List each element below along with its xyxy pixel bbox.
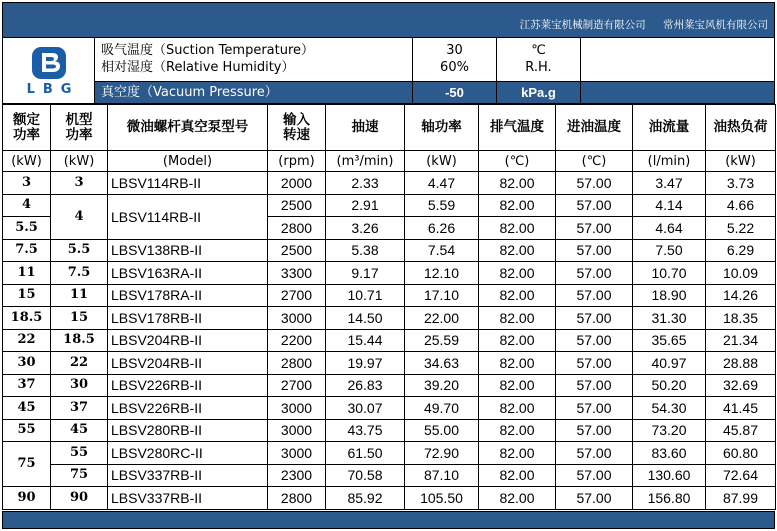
speed-cell: 3000 (268, 307, 326, 330)
table-row (3, 374, 776, 397)
suction-temperature-label: 吸气温度（Suction Temperature） (101, 43, 315, 58)
motor-power-cell: 45 (51, 419, 108, 442)
pumping-speed-cell: 2.33 (326, 172, 405, 195)
discharge-temp-cell: 82.00 (479, 284, 556, 307)
model-cell: LBSV280RB-II (108, 419, 268, 442)
rated-power-cell: 11 (3, 262, 51, 285)
speed-cell: 2500 (268, 239, 326, 262)
company-name-2: 常州莱宝风机有限公司 (663, 19, 768, 31)
speed-cell: 2700 (268, 374, 326, 397)
oil-inlet-temp-cell: 57.00 (556, 487, 633, 510)
table-row (3, 397, 776, 420)
column-title-text: 输入 (283, 111, 310, 128)
table-row (3, 239, 776, 262)
column-header-9 (706, 105, 776, 151)
table-row (3, 262, 776, 285)
logo (3, 38, 95, 103)
pump-spec-table (2, 104, 776, 510)
speed-cell: 2800 (268, 217, 326, 240)
pumping-speed-cell: 19.97 (326, 352, 405, 375)
table-row (3, 419, 776, 442)
column-unit-9: (kW) (706, 151, 776, 172)
column-unit-2: (Model) (108, 151, 268, 172)
relative-humidity-unit: R.H. (525, 60, 552, 75)
oil-flow-cell: 4.64 (633, 217, 706, 240)
pumping-speed-cell: 26.83 (326, 374, 405, 397)
oil-inlet-temp-cell: 57.00 (556, 262, 633, 285)
oil-heat-load-cell: 45.87 (706, 419, 776, 442)
discharge-temp-cell: 82.00 (479, 352, 556, 375)
oil-inlet-temp-cell: 57.00 (556, 374, 633, 397)
pumping-speed-cell: 14.50 (326, 307, 405, 330)
motor-power-cell: 22 (51, 352, 108, 375)
oil-heat-load-cell: 14.26 (706, 284, 776, 307)
speed-cell: 2300 (268, 464, 326, 487)
suction-temperature-value: 30 (446, 43, 463, 58)
oil-inlet-temp-cell: 57.00 (556, 307, 633, 330)
column-title-text: 抽速 (351, 119, 379, 135)
shaft-power-cell: 55.00 (405, 419, 479, 442)
speed-cell: 2000 (268, 172, 326, 195)
spec-sheet (2, 2, 775, 529)
speed-cell: 2800 (268, 352, 326, 375)
oil-inlet-temp-cell: 57.00 (556, 419, 633, 442)
motor-power-cell: 11 (51, 284, 108, 307)
motor-power-cell: 15 (51, 307, 108, 330)
speed-cell: 2500 (268, 194, 326, 217)
motor-power-cell: 75 (51, 464, 108, 487)
oil-heat-load-cell: 6.29 (706, 239, 776, 262)
column-title-text: 排气温度 (490, 119, 544, 135)
oil-flow-cell: 10.70 (633, 262, 706, 285)
oil-inlet-temp-cell: 57.00 (556, 397, 633, 420)
rated-power-cell: 37 (3, 374, 51, 397)
oil-heat-load-cell: 60.80 (706, 442, 776, 465)
shaft-power-cell: 22.00 (405, 307, 479, 330)
column-header-5 (405, 105, 479, 151)
pumping-speed-cell: 9.17 (326, 262, 405, 285)
table-row (3, 487, 776, 510)
motor-power-cell: 3 (51, 172, 108, 195)
model-cell: LBSV337RB-II (108, 487, 268, 510)
oil-heat-load-cell: 3.73 (706, 172, 776, 195)
model-cell: LBSV226RB-II (108, 397, 268, 420)
pumping-speed-cell: 61.50 (326, 442, 405, 465)
discharge-temp-cell: 82.00 (479, 217, 556, 240)
motor-power-cell: 18.5 (51, 329, 108, 352)
motor-power-cell: 55 (51, 442, 108, 465)
pumping-speed-cell: 3.26 (326, 217, 405, 240)
oil-heat-load-cell: 4.66 (706, 194, 776, 217)
column-header-8 (633, 105, 706, 151)
column-unit-7: (℃) (556, 151, 633, 172)
column-title-text: 功率 (65, 126, 93, 143)
column-title-text: 机型 (65, 111, 93, 128)
oil-flow-cell: 40.97 (633, 352, 706, 375)
suction-temperature-unit: ℃ (531, 43, 546, 58)
motor-power-cell: 4 (51, 194, 108, 239)
discharge-temp-cell: 82.00 (479, 329, 556, 352)
model-cell: LBSV163RA-II (108, 262, 268, 285)
discharge-temp-cell: 82.00 (479, 172, 556, 195)
discharge-temp-cell: 82.00 (479, 397, 556, 420)
shaft-power-cell: 4.47 (405, 172, 479, 195)
column-title-text: 轴功率 (421, 119, 462, 135)
table-row (3, 194, 776, 217)
oil-flow-cell: 31.30 (633, 307, 706, 330)
motor-power-cell: 5.5 (51, 239, 108, 262)
rated-power-cell: 7.5 (3, 239, 51, 262)
rated-power-cell: 75 (3, 442, 51, 487)
model-cell: LBSV226RB-II (108, 374, 268, 397)
oil-heat-load-cell: 5.22 (706, 217, 776, 240)
oil-flow-cell: 7.50 (633, 239, 706, 262)
discharge-temp-cell: 82.00 (479, 194, 556, 217)
rated-power-cell: 30 (3, 352, 51, 375)
column-title-text: 功率 (13, 126, 40, 143)
oil-inlet-temp-cell: 57.00 (556, 217, 633, 240)
speed-cell: 2800 (268, 487, 326, 510)
column-header-7 (556, 105, 633, 151)
model-cell: LBSV114RB-II (108, 194, 268, 239)
discharge-temp-cell: 82.00 (479, 464, 556, 487)
shaft-power-cell: 5.59 (405, 194, 479, 217)
column-header-4 (326, 105, 405, 151)
shaft-power-cell: 72.90 (405, 442, 479, 465)
oil-heat-load-cell: 72.64 (706, 464, 776, 487)
column-unit-3: (rpm) (268, 151, 326, 172)
oil-heat-load-cell: 87.99 (706, 487, 776, 510)
model-cell: LBSV178RB-II (108, 307, 268, 330)
pumping-speed-cell: 43.75 (326, 419, 405, 442)
pumping-speed-cell: 85.92 (326, 487, 405, 510)
shaft-power-cell: 17.10 (405, 284, 479, 307)
model-cell: LBSV138RB-II (108, 239, 268, 262)
shaft-power-cell: 87.10 (405, 464, 479, 487)
oil-inlet-temp-cell: 57.00 (556, 442, 633, 465)
rated-power-cell: 90 (3, 487, 51, 510)
rated-power-cell: 18.5 (3, 307, 51, 330)
shaft-power-cell: 39.20 (405, 374, 479, 397)
pumping-speed-cell: 2.91 (326, 194, 405, 217)
pumping-speed-cell: 70.58 (326, 464, 405, 487)
table-row (3, 464, 776, 487)
oil-inlet-temp-cell: 57.00 (556, 464, 633, 487)
model-cell: LBSV204RB-II (108, 352, 268, 375)
discharge-temp-cell: 82.00 (479, 442, 556, 465)
discharge-temp-cell: 82.00 (479, 374, 556, 397)
oil-flow-cell: 73.20 (633, 419, 706, 442)
discharge-temp-cell: 82.00 (479, 487, 556, 510)
discharge-temp-cell: 82.00 (479, 307, 556, 330)
discharge-temp-cell: 82.00 (479, 239, 556, 262)
oil-heat-load-cell: 10.09 (706, 262, 776, 285)
oil-flow-cell: 54.30 (633, 397, 706, 420)
oil-heat-load-cell: 28.88 (706, 352, 776, 375)
pumping-speed-cell: 15.44 (326, 329, 405, 352)
vacuum-pressure-unit: kPa.g (497, 82, 581, 103)
table-row (3, 284, 776, 307)
discharge-temp-cell: 82.00 (479, 419, 556, 442)
oil-inlet-temp-cell: 57.00 (556, 172, 633, 195)
table-row (3, 172, 776, 195)
column-header-2 (108, 105, 268, 151)
logo-text: LBG (26, 82, 80, 97)
oil-inlet-temp-cell: 57.00 (556, 284, 633, 307)
table-row (3, 352, 776, 375)
oil-inlet-temp-cell: 57.00 (556, 329, 633, 352)
rated-power-cell: 15 (3, 284, 51, 307)
motor-power-cell: 30 (51, 374, 108, 397)
column-header-6 (479, 105, 556, 151)
oil-flow-cell: 130.60 (633, 464, 706, 487)
rated-power-cell: 55 (3, 419, 51, 442)
motor-power-cell: 7.5 (51, 262, 108, 285)
oil-inlet-temp-cell: 57.00 (556, 239, 633, 262)
column-unit-4: (m³/min) (326, 151, 405, 172)
vacuum-pressure-row (95, 82, 774, 103)
rated-power-cell: 45 (3, 397, 51, 420)
pumping-speed-cell: 10.71 (326, 284, 405, 307)
vacuum-pressure-label: 真空度（Vacuum Pressure） (95, 82, 413, 103)
discharge-temp-cell: 82.00 (479, 262, 556, 285)
column-unit-8: (l/min) (633, 151, 706, 172)
top-banner (2, 2, 775, 38)
speed-cell: 3000 (268, 419, 326, 442)
shaft-power-cell: 7.54 (405, 239, 479, 262)
oil-heat-load-cell: 18.35 (706, 307, 776, 330)
oil-flow-cell: 35.65 (633, 329, 706, 352)
speed-cell: 2700 (268, 284, 326, 307)
column-title-text: 额定 (13, 111, 40, 128)
column-title-text: 微油螺杆真空泵型号 (126, 119, 249, 135)
shaft-power-cell: 34.63 (405, 352, 479, 375)
shaft-power-cell: 105.50 (405, 487, 479, 510)
vacuum-pressure-value: -50 (413, 82, 497, 103)
rated-power-cell: 5.5 (3, 217, 51, 240)
relative-humidity-label: 相对湿度（Relative Humidity） (101, 60, 295, 75)
rated-power-cell: 22 (3, 329, 51, 352)
oil-flow-cell: 83.60 (633, 442, 706, 465)
column-title-text: 油流量 (648, 119, 690, 135)
speed-cell: 3000 (268, 442, 326, 465)
table-row (3, 307, 776, 330)
model-cell: LBSV204RB-II (108, 329, 268, 352)
column-unit-1: (kW) (51, 151, 108, 172)
model-cell: LBSV280RC-II (108, 442, 268, 465)
rated-power-cell: 3 (3, 172, 51, 195)
company-names (506, 17, 768, 32)
column-header-3 (268, 105, 326, 151)
column-header-1 (51, 105, 108, 151)
lbg-logo-icon (31, 46, 67, 80)
conditions-panel (2, 38, 775, 104)
shaft-power-cell: 25.59 (405, 329, 479, 352)
motor-power-cell: 90 (51, 487, 108, 510)
oil-flow-cell: 18.90 (633, 284, 706, 307)
column-header-0 (3, 105, 51, 151)
column-unit-6: (℃) (479, 151, 556, 172)
pumping-speed-cell: 5.38 (326, 239, 405, 262)
column-title-text: 转速 (283, 126, 310, 143)
shaft-power-cell: 49.70 (405, 397, 479, 420)
oil-flow-cell: 50.20 (633, 374, 706, 397)
ambient-conditions-row (95, 38, 774, 82)
bottom-banner (2, 511, 775, 529)
oil-flow-cell: 4.14 (633, 194, 706, 217)
oil-inlet-temp-cell: 57.00 (556, 352, 633, 375)
oil-inlet-temp-cell: 57.00 (556, 194, 633, 217)
oil-heat-load-cell: 41.45 (706, 397, 776, 420)
motor-power-cell: 37 (51, 397, 108, 420)
model-cell: LBSV337RB-II (108, 464, 268, 487)
speed-cell: 3300 (268, 262, 326, 285)
oil-flow-cell: 156.80 (633, 487, 706, 510)
column-title-row (3, 105, 776, 151)
table-row (3, 329, 776, 352)
column-unit-0: (kW) (3, 151, 51, 172)
pumping-speed-cell: 30.07 (326, 397, 405, 420)
column-unit-row (3, 151, 776, 172)
speed-cell: 3000 (268, 397, 326, 420)
oil-flow-cell: 3.47 (633, 172, 706, 195)
rated-power-cell: 4 (3, 194, 51, 217)
model-cell: LBSV178RA-II (108, 284, 268, 307)
speed-cell: 2200 (268, 329, 326, 352)
model-cell: LBSV114RB-II (108, 172, 268, 195)
relative-humidity-value: 60% (440, 60, 469, 75)
table-row (3, 442, 776, 465)
column-unit-5: (kW) (405, 151, 479, 172)
column-title-text: 进油温度 (567, 119, 621, 135)
oil-heat-load-cell: 21.34 (706, 329, 776, 352)
shaft-power-cell: 12.10 (405, 262, 479, 285)
column-title-text: 油热负荷 (713, 119, 768, 135)
company-name-1: 江苏莱宝机械制造有限公司 (519, 19, 646, 31)
oil-heat-load-cell: 32.69 (706, 374, 776, 397)
shaft-power-cell: 6.26 (405, 217, 479, 240)
